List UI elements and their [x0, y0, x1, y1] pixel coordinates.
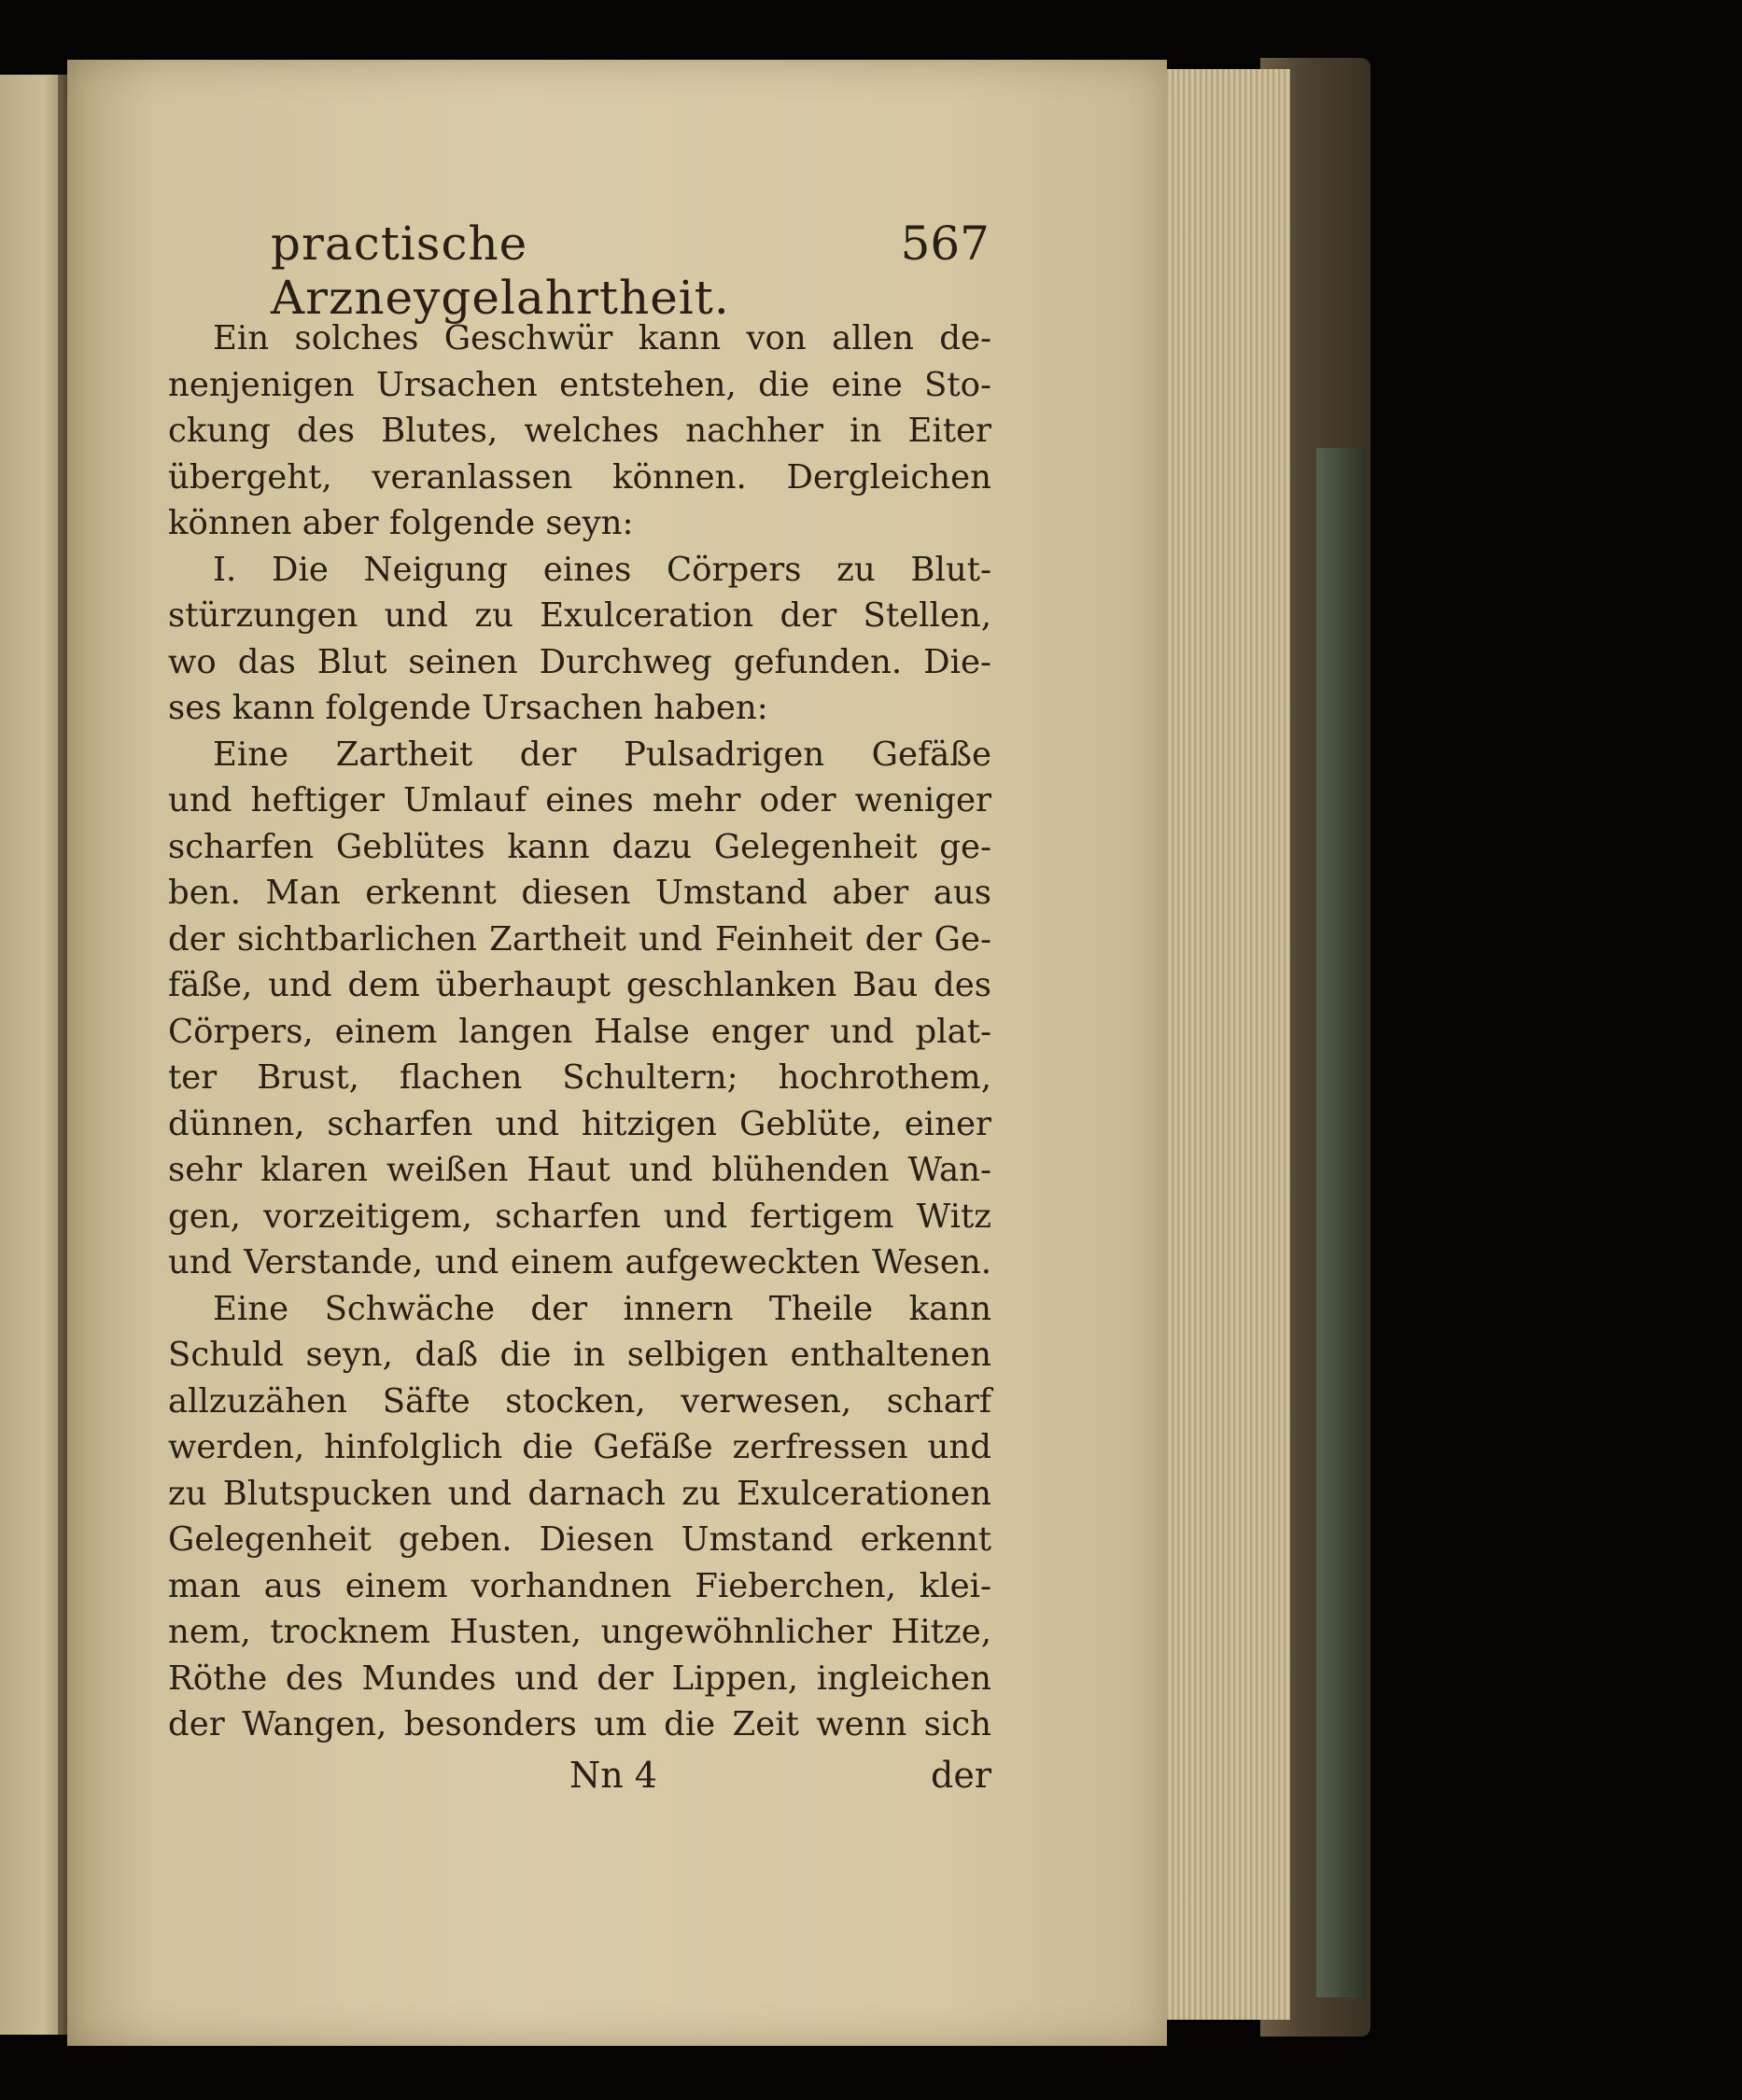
text-line: wo das Blut seinen Durchweg gefunden. Die- [168, 642, 991, 681]
text-line: man aus einem vorhandnen Fieberchen, klei- [168, 1566, 991, 1605]
text-line: zu Blutspucken und darnach zu Exulcerationen [168, 1474, 991, 1513]
text-line: Cörpers, einem langen Halse enger und plat- [168, 1012, 991, 1051]
text-line: fäße, und dem überhaupt geschlanken Bau des [168, 966, 991, 1004]
page-block-edges [1152, 69, 1290, 2020]
text-line: und heftiger Umlauf eines mehr oder weniger [168, 781, 991, 819]
text-line: nem, trocknem Husten, ungewöhnlicher Hitze, [168, 1613, 991, 1651]
text-line: ter Brust, flachen Schultern; hochrothem, [168, 1058, 991, 1097]
text-line: Ein solches Geschwür kann von allen de- [213, 319, 991, 357]
page-number: 567 [900, 217, 990, 271]
text-line: Röthe des Mundes und der Lippen, ingleichen [168, 1659, 991, 1698]
text-line: Schuld seyn, daß die in selbigen enthaltenen [168, 1336, 991, 1374]
text-line: Eine Schwäche der innern Theile kann [213, 1289, 991, 1328]
text-line: I. Die Neigung eines Cörpers zu Blut- [213, 550, 991, 589]
text-line: können aber folgende seyn: [168, 504, 634, 542]
text-line: und Verstande, und einem aufgeweckten Wesen. [168, 1243, 991, 1281]
signature-mark: Nn 4 [569, 1755, 657, 1796]
text-line: stürzungen und zu Exulceration der Stellen, [168, 596, 991, 635]
cover-board [1316, 448, 1367, 1997]
text-line: werden, hinfolglich die Gefäße zerfressen und [168, 1428, 991, 1466]
text-line: Eine Zartheit der Pulsadrigen Gefäße [213, 735, 991, 774]
text-line: allzuzähen Säfte stocken, verwesen, scharf [168, 1381, 991, 1421]
text-line: sehr klaren weißen Haut und blühenden Wan- [168, 1151, 991, 1189]
catchword: der [931, 1755, 991, 1796]
text-line: ses kann folgende Ursachen haben: [168, 689, 768, 727]
text-line: der Wangen, besonders um die Zeit wenn sich [168, 1705, 991, 1743]
page-header [271, 217, 990, 325]
text-line: der sichtbarlichen Zartheit und Feinheit der Ge- [168, 919, 991, 959]
text-line: dünnen, scharfen und hitzigen Geblüte, einer [168, 1104, 991, 1143]
page-footer [569, 1755, 991, 1811]
text-line: scharfen Geblütes kann dazu Gelegenheit ge- [168, 827, 991, 866]
body-text [168, 315, 991, 1748]
text-line: Gelegenheit geben. Diesen Umstand erkennt [168, 1520, 991, 1559]
text-line: übergeht, veranlassen können. Dergleichen [168, 457, 991, 497]
text-line: gen, vorzeitigem, scharfen und fertigem Witz [168, 1197, 991, 1236]
running-title: practische Arzneygelahrtheit. [271, 217, 730, 325]
text-line: ben. Man erkennt diesen Umstand aber aus [168, 874, 991, 912]
text-line: nenjenigen Ursachen entstehen, die eine Sto- [168, 365, 991, 404]
text-line: ckung des Blutes, welches nachher in Eiter [168, 412, 991, 450]
